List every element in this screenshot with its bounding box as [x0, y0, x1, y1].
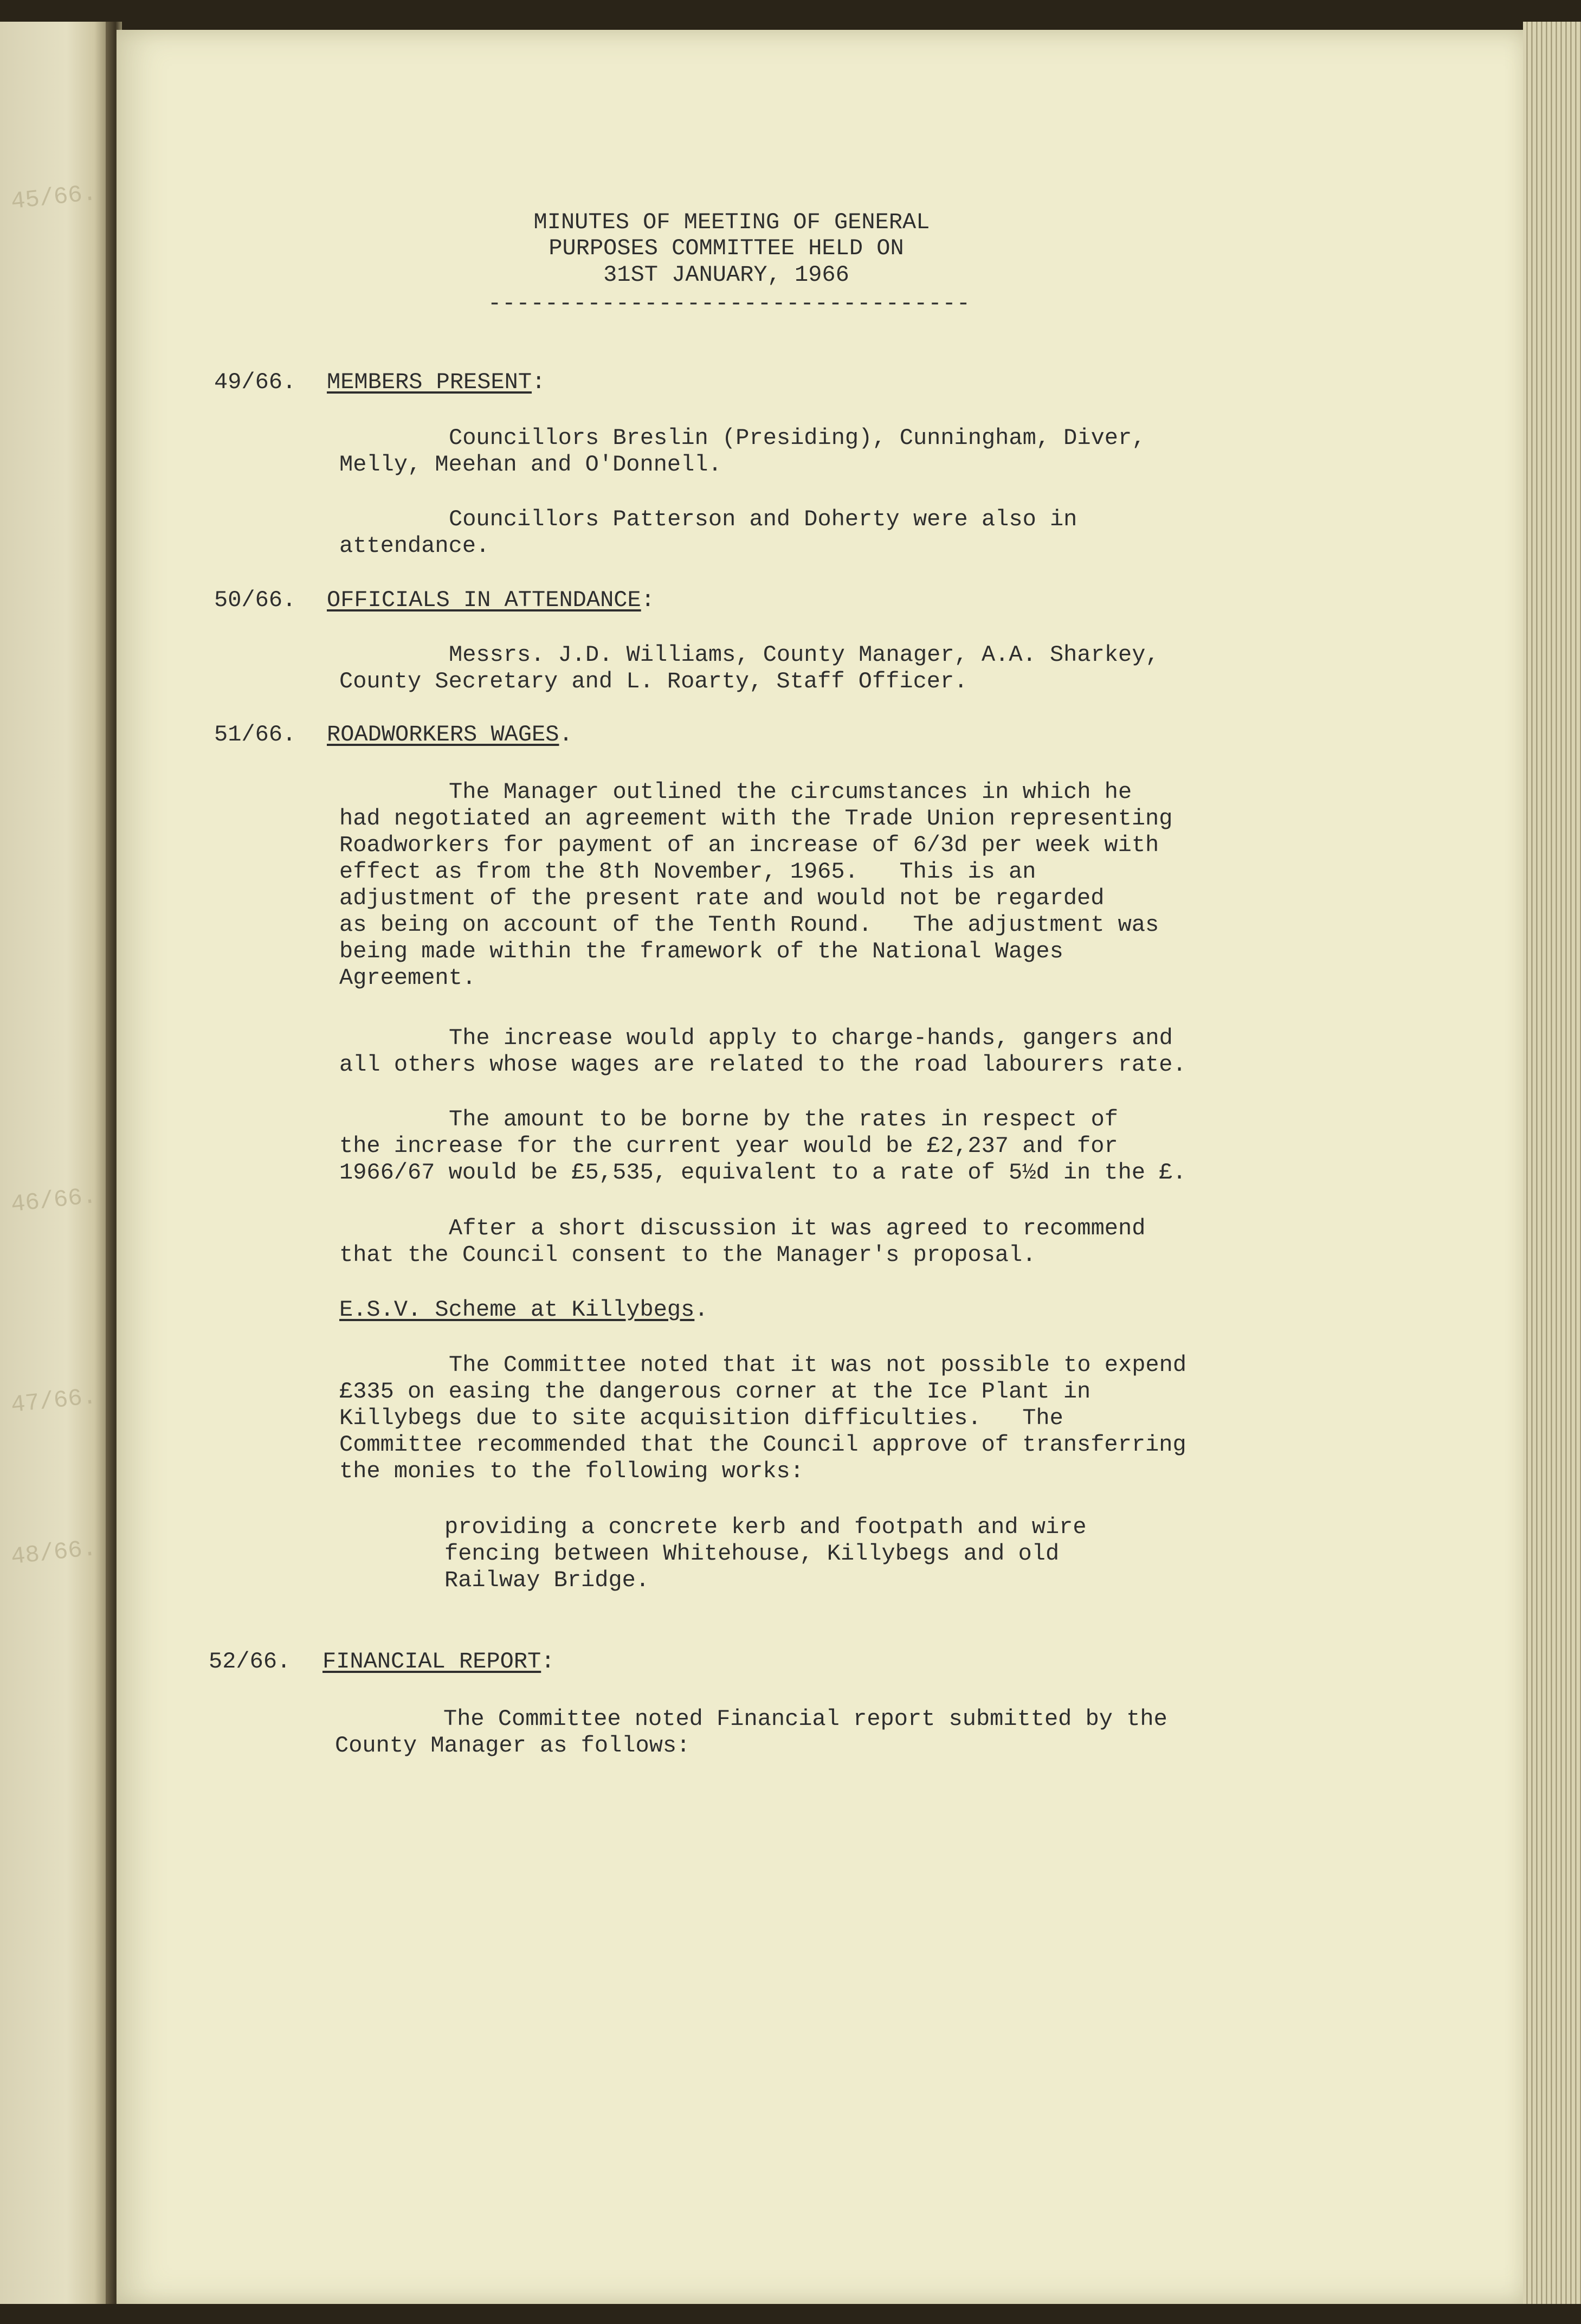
paragraph-line: adjustment of the present rate and would not be regarded: [339, 885, 1105, 911]
indented-line: fencing between Whitehouse, Killybegs and old: [444, 1541, 1060, 1567]
minute-number: 49/66.: [214, 369, 296, 395]
paragraph-line: being made within the framework of the National Wages: [339, 938, 1063, 964]
paragraph-line: Melly, Meehan and O'Donnell.: [339, 452, 722, 478]
heading-text: OFFICIALS IN ATTENDANCE: [327, 587, 641, 613]
paragraph-line: that the Council consent to the Manager's proposal.: [339, 1242, 1036, 1268]
ghost-margin-number: 46/66.: [9, 1182, 98, 1219]
heading-suffix: :: [541, 1649, 555, 1675]
heading-suffix: :: [641, 587, 655, 613]
subheading-text: E.S.V. Scheme at Killybegs: [339, 1297, 695, 1323]
paragraph-line: The amount to be borne by the rates in respect of: [449, 1106, 1119, 1132]
paragraph-line: the increase for the current year would be £2,237 and for: [339, 1133, 1118, 1159]
heading-text: FINANCIAL REPORT: [322, 1649, 541, 1675]
indented-line: Railway Bridge.: [444, 1567, 650, 1593]
paragraph-line: County Secretary and L. Roarty, Staff Officer.: [339, 668, 968, 694]
paragraph-line: attendance.: [339, 533, 490, 559]
paragraph-line: 1966/67 would be £5,535, equivalent to a rate of 5½d in the £.: [339, 1160, 1186, 1186]
paragraph-line: effect as from the 8th November, 1965. This is an: [339, 859, 1036, 885]
paragraph-line: Councillors Patterson and Doherty were also in: [449, 506, 1077, 532]
paragraph-line: The Committee noted that it was not possible to expend: [449, 1352, 1187, 1378]
paragraph-line: County Manager as follows:: [335, 1733, 691, 1759]
section-heading-roadworkers: [327, 721, 573, 748]
left-facing-page: [0, 0, 111, 2324]
subheading-suffix: .: [694, 1297, 708, 1323]
ghost-margin-number: 45/66.: [9, 179, 98, 216]
paragraph-line: Roadworkers for payment of an increase of 6/3d per week with: [339, 832, 1159, 858]
section-heading-members-present: [327, 369, 545, 396]
document-title-line-3: 31ST JANUARY, 1966: [603, 262, 849, 288]
minute-number: 52/66.: [209, 1649, 291, 1675]
heading-text: ROADWORKERS WAGES: [327, 722, 559, 748]
paragraph-line: Killybegs due to site acquisition difficulties. The: [339, 1405, 1063, 1431]
paragraph-line: Councillors Breslin (Presiding), Cunningham, Diver,: [449, 425, 1146, 451]
minute-number: 50/66.: [214, 587, 296, 613]
paragraph-line: The Committee noted Financial report submitted by the: [443, 1706, 1167, 1732]
document-title-line-2: PURPOSES COMMITTEE HELD ON: [548, 235, 904, 261]
document-title-line-1: MINUTES OF MEETING OF GENERAL: [533, 209, 930, 235]
paragraph-line: the monies to the following works:: [339, 1458, 804, 1484]
title-rule: ----------------------------------: [488, 291, 971, 317]
page-edges: [1523, 11, 1581, 2315]
heading-suffix: .: [559, 722, 573, 748]
paragraph-line: The increase would apply to charge-hands, gangers and: [449, 1025, 1173, 1051]
minute-number: 51/66.: [214, 722, 296, 748]
heading-text: MEMBERS PRESENT: [327, 369, 532, 395]
paragraph-line: The Manager outlined the circumstances in which he: [449, 779, 1132, 805]
paragraph-line: Messrs. J.D. Williams, County Manager, A.A. Sharkey,: [449, 642, 1159, 668]
section-heading-financial-report: [322, 1648, 554, 1675]
paragraph-line: as being on account of the Tenth Round. The adjustment was: [339, 912, 1159, 938]
paragraph-line: all others whose wages are related to the road labourers rate.: [339, 1052, 1186, 1078]
paragraph-line: Agreement.: [339, 965, 476, 991]
paragraph-line: £335 on easing the dangerous corner at the Ice Plant in: [339, 1379, 1091, 1405]
scan-border-top: [0, 0, 1581, 22]
subheading-esv-scheme: [339, 1296, 708, 1323]
paragraph-line: had negotiated an agreement with the Trade Union representing: [339, 806, 1173, 832]
ghost-margin-number: 47/66.: [9, 1383, 98, 1420]
ghost-margin-number: 48/66.: [9, 1535, 98, 1572]
section-heading-officials: [327, 587, 655, 614]
paragraph-line: Committee recommended that the Council approve of transferring: [339, 1432, 1186, 1458]
paragraph-line: After a short discussion it was agreed to recommend: [449, 1215, 1146, 1241]
heading-suffix: :: [532, 369, 546, 395]
indented-line: providing a concrete kerb and footpath and wire: [444, 1514, 1087, 1540]
scan-border-bottom: [0, 2304, 1581, 2324]
